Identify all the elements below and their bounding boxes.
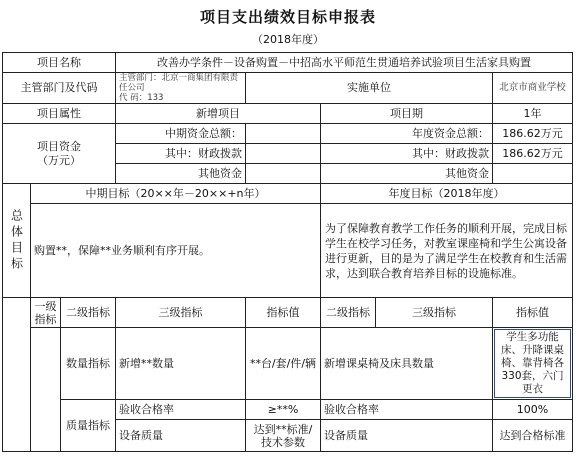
year-other-value (493, 164, 573, 184)
year-fiscal-label: 其中：财政拨款 (321, 144, 493, 164)
funds-label: 项目资金 (37, 139, 81, 153)
funds-unit: （万元） (37, 153, 81, 167)
blank-left-2 (3, 400, 31, 420)
level1-header-text: 一级指标 (34, 299, 57, 326)
attr-value: 新增项目 (116, 104, 321, 124)
level1-header (31, 298, 61, 328)
year-goal-text: 为了保障教育教学工作任务的顺利开展，完成目标学生在校学习任务，对教室课座椅和学生公寓设备进行更新，目的是为了满足学生在校教育和生活需求，达到联合教育培养目标的设施标准。 (321, 204, 573, 298)
level2-header: 二级指标 (61, 298, 116, 328)
mid-total-value (246, 124, 321, 144)
blank-left-3 (3, 420, 31, 452)
row3-mid-l3: 设备质量 (116, 420, 246, 452)
level1-cell (31, 328, 61, 400)
mid-goal-header: 中期目标（20××年－20××+n年） (31, 184, 321, 204)
level1-cell-2 (31, 400, 61, 420)
row1-mid-l3: 新增**数量 (116, 328, 246, 400)
row1-yr-l3: 新增课桌椅及床具数量 (321, 328, 493, 400)
row2-yr-val: 100% (493, 400, 573, 420)
mid-total-label: 中期资金总额： (116, 124, 246, 144)
value-header-r: 指标值 (493, 298, 573, 328)
impl-label: 实施单位 (246, 73, 493, 104)
row3-mid-val: 达到**标准/技术参数 (246, 420, 321, 452)
dept-label: 主管部门及代码 (3, 73, 116, 104)
row2-mid-l3: 验收合格率 (116, 400, 246, 420)
level3-header: 三级指标 (116, 298, 246, 328)
row2-mid-val: ≥**% (246, 400, 321, 420)
project-name-value: 改善办学条件－设备购置－中招高水平师范生贯通培养试验项目生活家具购置 (116, 53, 573, 73)
row1-yr-val: 学生多功能床、升降课桌椅、靠背椅各330套，六门更衣 (494, 329, 571, 398)
row2-level2: 质量指标 (61, 400, 116, 452)
dept-line1: 主管部门：北京一商集团有限责任公司 (119, 73, 239, 93)
level1-cell-3 (31, 420, 61, 452)
dept-value (116, 73, 246, 104)
row1-level2: 数量指标 (61, 328, 116, 400)
row3-yr-val: 达到合格标准 (493, 420, 573, 452)
row1-yr-val-cell (493, 328, 573, 400)
level3-header-r: 三级指标 (376, 298, 493, 328)
project-name-label: 项目名称 (3, 53, 116, 73)
period-value: 1年 (493, 104, 573, 124)
level2-header-r: 二级指标 (321, 298, 376, 328)
year-total-label: 年度资金总额： (321, 124, 493, 144)
page-title: 项目支出绩效目标申报表 (199, 8, 376, 26)
mid-fiscal-value (246, 144, 321, 164)
row3-yr-l3: 设备质量 (321, 420, 493, 452)
row1-mid-val: **台/套/件/辆 (246, 328, 321, 400)
blank-left-head (3, 298, 31, 328)
mid-other-value (246, 164, 321, 184)
goals-side-text: 总体目标 (9, 208, 24, 273)
performance-table (2, 52, 573, 452)
blank-left (3, 328, 31, 400)
row2-yr-l3: 验收合格率 (321, 400, 493, 420)
year-total-value: 186.62万元 (493, 124, 573, 144)
mid-other-label: 其他资金 (116, 164, 246, 184)
value-header: 指标值 (246, 298, 321, 328)
attr-label: 项目属性 (3, 104, 116, 124)
mid-fiscal-label: 其中：财政拨款 (116, 144, 246, 164)
impl-value: 北京市商业学校 (493, 73, 573, 104)
funds-label-cell (3, 124, 116, 184)
dept-line2: 代 码：133 (119, 93, 164, 103)
year-goal-header: 年度目标（2018年度） (321, 184, 573, 204)
year-fiscal-value: 186.62万元 (493, 144, 573, 164)
goals-side-label (3, 184, 31, 298)
period-label: 项目期 (321, 104, 493, 124)
year-other-label: 其他资金 (321, 164, 493, 184)
year-note: （2018年度） (252, 33, 324, 46)
mid-goal-text: 购置**，保障**业务顺利有序开展。 (31, 204, 321, 298)
